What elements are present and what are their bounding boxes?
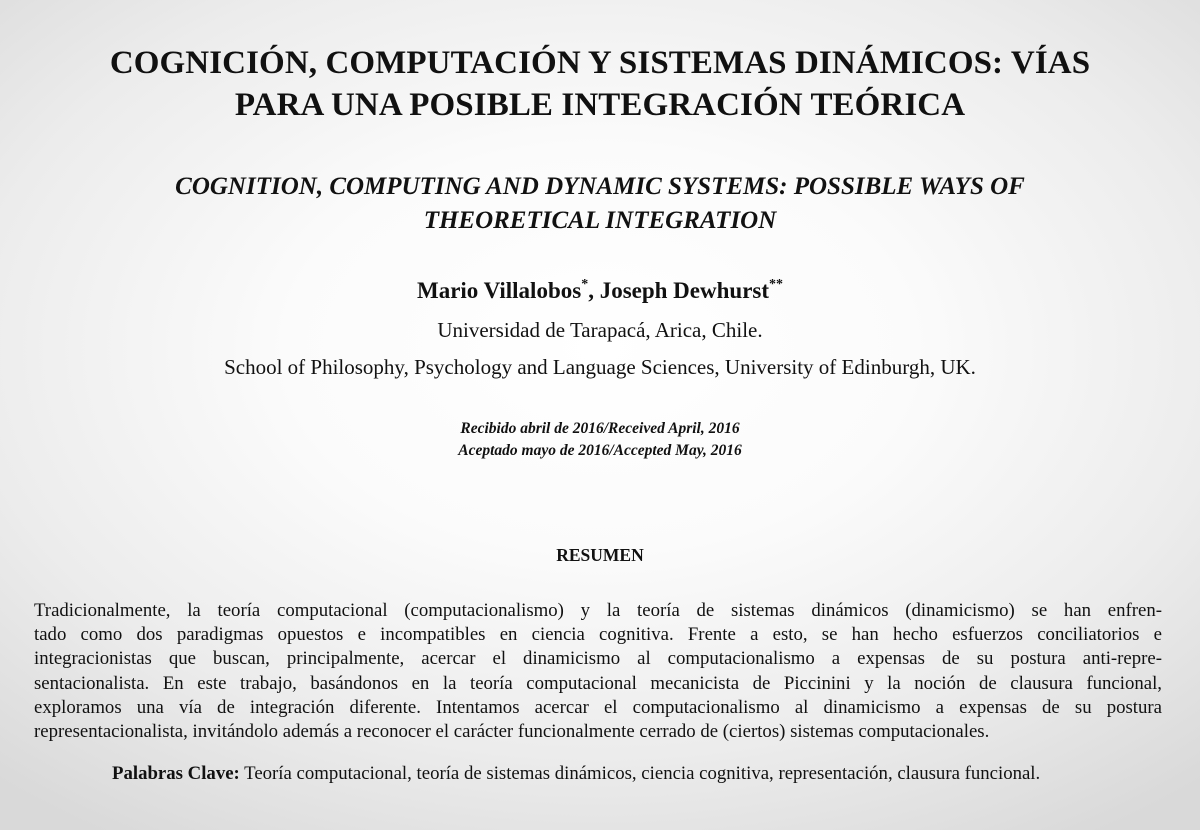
abstract-line: sentacionalista. En este trabajo, basándonos en la teoría computacional mecanicista de Piccinini y la noción de clausura funcional, — [34, 672, 1162, 694]
author-footnote-mark-1[interactable]: * — [581, 277, 589, 292]
author-footnote-mark-2[interactable]: ** — [769, 277, 784, 292]
abstract-line: exploramos una vía de integración diferente. Intentamos acercar el computacionalismo al dinamicismo a expensas de su postura — [34, 696, 1162, 718]
submission-dates — [0, 418, 1200, 462]
affiliation-1: Universidad de Tarapacá, Arica, Chile. — [437, 318, 763, 342]
title-spanish-line-1: COGNICIÓN, COMPUTACIÓN Y SISTEMAS DINÁMICOS: VÍAS — [109, 45, 1091, 81]
title-spanish — [40, 42, 1160, 126]
accepted-date: Aceptado mayo de 2016/Accepted May, 2016 — [458, 442, 742, 459]
affiliation-2: School of Philosophy, Psychology and Language Sciences, University of Edinburgh, UK. — [224, 355, 976, 379]
abstract-heading: RESUMEN — [556, 545, 644, 565]
title-english — [60, 170, 1140, 238]
author-separator: , — [588, 278, 600, 303]
abstract-line: tado como dos paradigmas opuestos e incompatibles en ciencia cognitiva. Frente a esto, se han hecho esfuerzos conciliatorios e — [34, 624, 1162, 646]
title-english-line-1: COGNITION, COMPUTING AND DYNAMIC SYSTEMS: POSSIBLE WAYS OF — [175, 173, 1025, 200]
abstract-line: representacionalista, invitándolo además a reconocer el carácter funcionalmente cerrado de (ciertos) sistemas computacionales. — [34, 721, 990, 743]
author-list — [0, 276, 1200, 306]
author-name-1: Mario Villalobos — [416, 278, 582, 303]
title-spanish-line-2: PARA UNA POSIBLE INTEGRACIÓN TEÓRICA — [234, 87, 966, 123]
title-english-line-2: THEORETICAL INTEGRATION — [423, 207, 777, 234]
keywords-text: Teoría computacional, teoría de sistemas dinámicos, ciencia cognitiva, representación, clausura funcional. — [239, 763, 1041, 784]
abstract-line: Tradicionalmente, la teoría computacional (computacionalismo) y la teoría de sistemas dinámicos (dinamicismo) se han enfren- — [34, 600, 1162, 621]
keywords — [112, 762, 1162, 786]
author-name-2: Joseph Dewhurst — [599, 278, 770, 303]
abstract-body — [34, 599, 1162, 744]
received-date: Recibido abril de 2016/Received April, 2016 — [460, 420, 740, 437]
abstract-line: integracionistas que buscan, principalmente, acercar el dinamicismo al computacionalismo a expensas de su postura anti-repre- — [34, 648, 1162, 670]
keywords-label: Palabras Clave: — [112, 763, 240, 784]
